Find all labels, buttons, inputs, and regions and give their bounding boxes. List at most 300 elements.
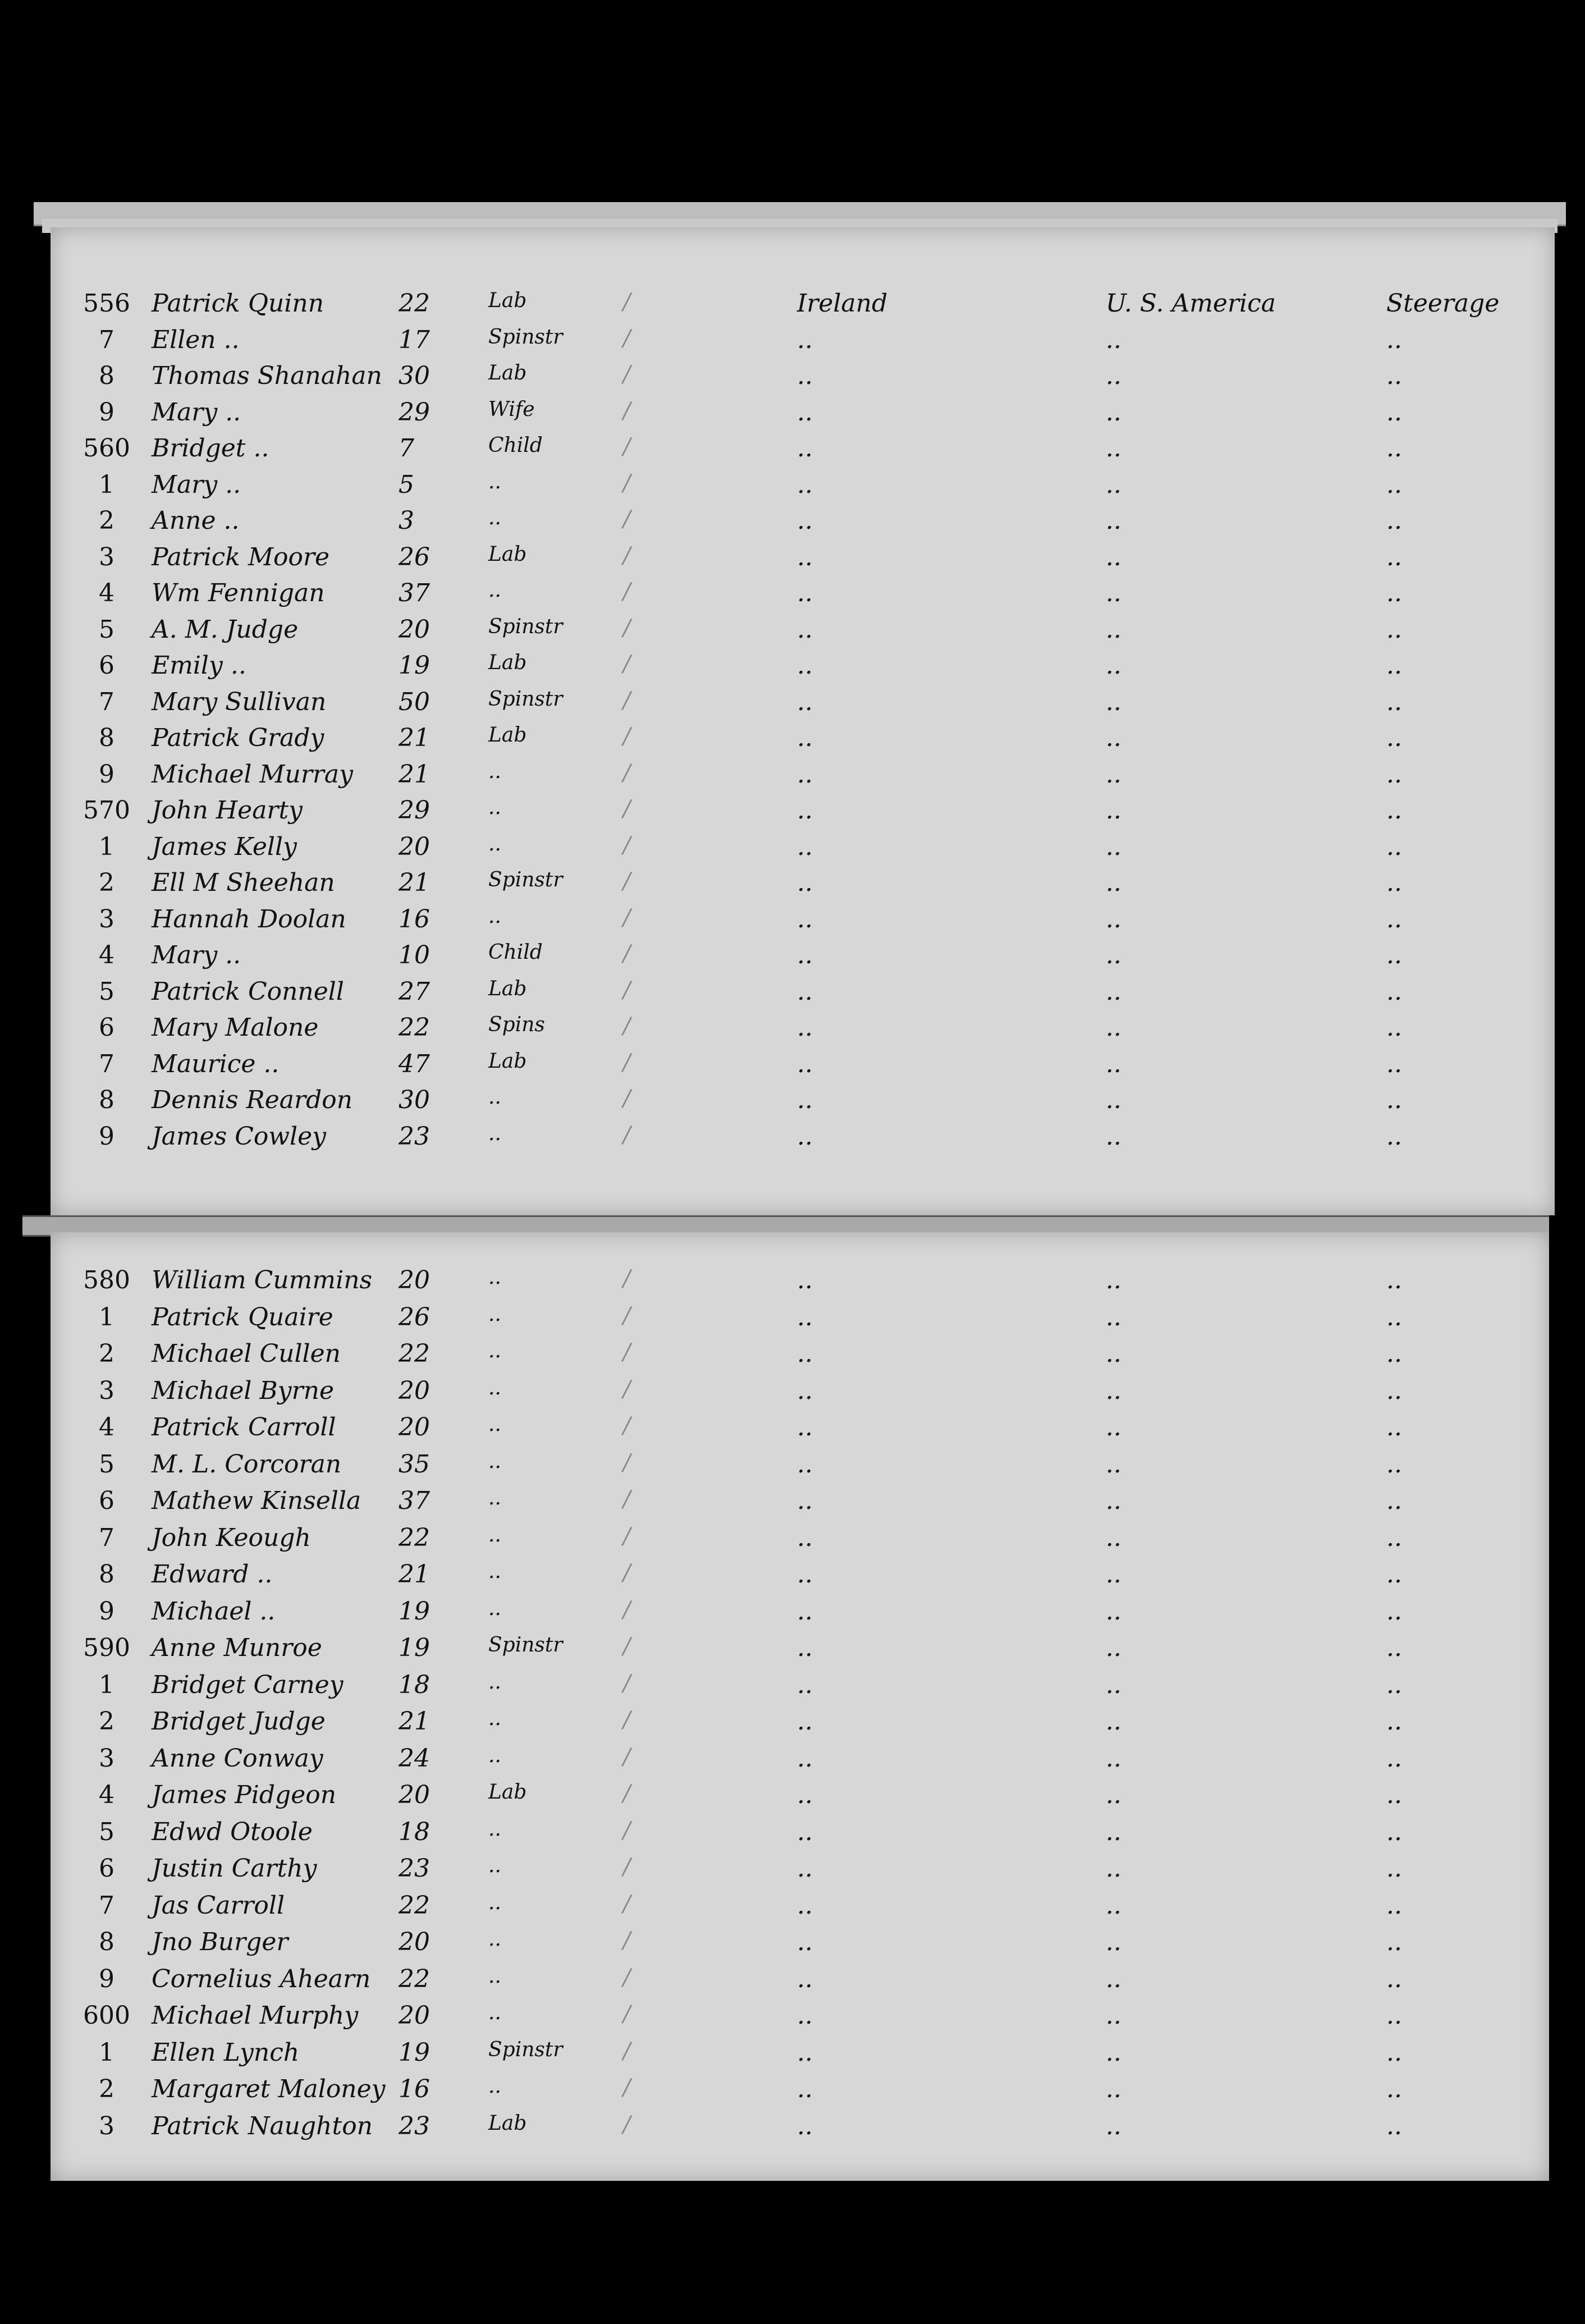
entry-number: 5 [99, 1817, 114, 1846]
passenger-name: Michael .. [152, 1596, 276, 1626]
country-of-origin: .. [797, 1964, 813, 1993]
passenger-occupation: .. [488, 470, 501, 493]
tally-mark: / [623, 904, 631, 931]
destination: .. [1106, 868, 1121, 897]
passenger-name: Emily .. [152, 651, 246, 680]
passenger-age: 20 [398, 2001, 430, 2030]
manifest-row [51, 1818, 1549, 1855]
destination: .. [1106, 1854, 1121, 1883]
passage-class: .. [1386, 796, 1402, 825]
tally-mark: / [623, 1122, 631, 1148]
entry-number: 2 [99, 1707, 114, 1736]
destination: .. [1106, 2038, 1121, 2067]
entry-number: 5 [99, 977, 114, 1006]
destination: .. [1106, 1302, 1121, 1332]
tally-mark: / [623, 1634, 631, 1659]
tally-mark: / [623, 362, 631, 387]
destination: .. [1106, 977, 1121, 1006]
passenger-name: Jas Carroll [152, 1891, 285, 1920]
passenger-age: 22 [398, 289, 430, 318]
entry-number: 8 [99, 362, 114, 390]
passage-class: .. [1386, 362, 1402, 390]
passage-class: .. [1386, 1596, 1402, 1626]
country-of-origin: .. [797, 832, 813, 861]
passenger-occupation: .. [488, 1449, 501, 1473]
country-of-origin: .. [797, 506, 813, 535]
country-of-origin: .. [797, 941, 813, 969]
passenger-age: 16 [398, 904, 430, 934]
passenger-age: 26 [398, 1302, 430, 1332]
passenger-age: 22 [398, 1523, 430, 1552]
manifest-row [51, 1122, 1555, 1159]
passenger-name: Michael Cullen [152, 1339, 341, 1368]
passage-class: .. [1386, 868, 1402, 897]
passage-class: .. [1386, 1670, 1402, 1699]
passenger-age: 19 [398, 651, 430, 680]
destination: .. [1106, 724, 1121, 752]
tally-mark: / [623, 724, 631, 749]
country-of-origin: .. [797, 1013, 813, 1042]
passenger-age: 5 [398, 470, 414, 499]
entry-number: 7 [99, 687, 114, 716]
passage-class: .. [1386, 1817, 1402, 1846]
manifest-row [51, 1560, 1549, 1597]
destination: .. [1106, 362, 1121, 390]
passenger-name: Hannah Doolan [152, 904, 346, 934]
passenger-name: William Cummins [152, 1266, 373, 1294]
ledger-page-top [51, 227, 1555, 1215]
passenger-name: Anne Munroe [152, 1634, 322, 1662]
entry-number: 5 [99, 1449, 114, 1479]
country-of-origin: .. [797, 760, 813, 789]
country-of-origin: Ireland [797, 289, 888, 318]
country-of-origin: .. [797, 2075, 813, 2103]
passenger-occupation: .. [488, 506, 501, 529]
manifest-row [51, 2112, 1549, 2149]
entry-number: 6 [99, 651, 114, 680]
country-of-origin: .. [797, 1781, 813, 1809]
country-of-origin: .. [797, 1854, 813, 1883]
destination: .. [1106, 2075, 1121, 2103]
passenger-age: 22 [398, 1339, 430, 1368]
passenger-occupation: .. [488, 2075, 501, 2098]
passenger-name: Dennis Reardon [152, 1086, 353, 1114]
passenger-age: 16 [398, 2075, 430, 2103]
manifest-row [51, 1339, 1549, 1376]
passenger-name: James Cowley [152, 1122, 326, 1151]
entry-number: 7 [99, 325, 114, 354]
manifest-row [51, 688, 1555, 725]
passenger-occupation: Child [488, 434, 543, 457]
country-of-origin: .. [797, 579, 813, 607]
passage-class: .. [1386, 470, 1402, 499]
passenger-occupation: .. [488, 832, 501, 856]
passenger-occupation: .. [488, 1817, 501, 1841]
passenger-age: 18 [398, 1670, 430, 1699]
country-of-origin: .. [797, 724, 813, 752]
manifest-row [51, 506, 1555, 543]
passenger-age: 20 [398, 1376, 430, 1405]
tally-mark: / [623, 687, 631, 713]
destination: .. [1106, 1964, 1121, 1993]
entry-number: 1 [99, 1302, 114, 1332]
manifest-row [51, 2038, 1549, 2075]
destination: .. [1106, 1486, 1121, 1515]
manifest-row [51, 1854, 1549, 1891]
entry-number: 7 [99, 1049, 114, 1078]
tally-mark: / [623, 1744, 631, 1770]
passenger-occupation: .. [488, 1670, 501, 1694]
manifest-row [51, 1413, 1549, 1450]
tally-mark: / [623, 977, 631, 1003]
passage-class: .. [1386, 1413, 1402, 1442]
tally-mark: / [623, 868, 631, 894]
passenger-occupation: .. [488, 1122, 501, 1145]
passage-class: .. [1386, 1049, 1402, 1078]
passage-class: .. [1386, 1707, 1402, 1736]
entry-number: 1 [99, 832, 114, 861]
entry-number: 2 [99, 1339, 114, 1368]
country-of-origin: .. [797, 868, 813, 897]
passenger-age: 27 [398, 977, 430, 1006]
passage-class: .. [1386, 2111, 1402, 2140]
country-of-origin: .. [797, 1486, 813, 1515]
passenger-occupation: Spinstr [488, 615, 563, 638]
destination: .. [1106, 1266, 1121, 1294]
passenger-name: A. M. Judge [152, 615, 299, 644]
country-of-origin: .. [797, 2001, 813, 2030]
passenger-occupation: Spins [488, 1013, 545, 1036]
country-of-origin: .. [797, 904, 813, 934]
passenger-age: 26 [398, 542, 430, 571]
passage-class: .. [1386, 579, 1402, 607]
passenger-name: Ellen Lynch [152, 2038, 300, 2067]
manifest-row [51, 1266, 1549, 1303]
passenger-occupation: .. [488, 1928, 501, 1951]
passenger-age: 17 [398, 325, 430, 354]
passenger-name: Michael Byrne [152, 1376, 335, 1405]
manifest-row [51, 326, 1555, 363]
country-of-origin: .. [797, 1707, 813, 1736]
passage-class: .. [1386, 1339, 1402, 1368]
manifest-row [51, 2075, 1549, 2112]
manifest-row [51, 1597, 1549, 1634]
passenger-age: 22 [398, 1891, 430, 1920]
passenger-name: Thomas Shanahan [152, 362, 382, 390]
passenger-name: Margaret Maloney [152, 2075, 386, 2103]
passenger-occupation: .. [488, 2001, 501, 2024]
tally-mark: / [623, 1781, 631, 1806]
destination: .. [1106, 542, 1121, 571]
entry-number: 1 [99, 2038, 114, 2067]
passage-class: .. [1386, 1560, 1402, 1589]
passage-class: .. [1386, 1266, 1402, 1294]
passenger-age: 20 [398, 1781, 430, 1809]
manifest-row [51, 434, 1555, 471]
entry-number: 4 [99, 579, 114, 607]
passenger-occupation: .. [488, 1854, 501, 1877]
entry-number: 8 [99, 1560, 114, 1589]
tally-mark: / [623, 325, 631, 351]
tally-mark: / [623, 1964, 631, 1991]
destination: .. [1106, 579, 1121, 607]
manifest-row [51, 832, 1555, 870]
country-of-origin: .. [797, 362, 813, 390]
entry-number: 3 [99, 542, 114, 571]
destination: .. [1106, 1086, 1121, 1114]
entry-number: 7 [99, 1523, 114, 1552]
passenger-name: Ellen .. [152, 325, 240, 354]
tally-mark: / [623, 2001, 631, 2027]
entry-number: 556 [83, 289, 130, 318]
tally-mark: / [623, 506, 631, 532]
passenger-occupation: .. [488, 1891, 501, 1914]
tally-mark: / [623, 1376, 631, 1402]
manifest-row [51, 1634, 1549, 1671]
tally-mark: / [623, 289, 631, 315]
manifest-row [51, 760, 1555, 797]
country-of-origin: .. [797, 434, 813, 463]
passenger-occupation: .. [488, 1486, 501, 1509]
manifest-row [51, 868, 1555, 905]
passenger-name: Michael Murphy [152, 2001, 359, 2030]
passenger-name: John Keough [152, 1523, 311, 1552]
manifest-row [51, 1524, 1549, 1561]
passage-class: .. [1386, 832, 1402, 861]
manifest-row [51, 615, 1555, 652]
destination: .. [1106, 1560, 1121, 1589]
entry-number: 5 [99, 615, 114, 644]
entry-number: 6 [99, 1486, 114, 1515]
manifest-row [51, 651, 1555, 688]
passenger-occupation: Spinstr [488, 325, 563, 349]
manifest-row [51, 398, 1555, 435]
passenger-occupation: .. [488, 1964, 501, 1988]
passenger-name: Mary .. [152, 397, 241, 427]
entry-number: 9 [99, 397, 114, 427]
passenger-name: Wm Fennigan [152, 579, 325, 607]
manifest-row [51, 1781, 1549, 1818]
passage-class: .. [1386, 1781, 1402, 1809]
country-of-origin: .. [797, 1122, 813, 1151]
tally-mark: / [623, 579, 631, 605]
country-of-origin: .. [797, 1449, 813, 1479]
passenger-occupation: .. [488, 1560, 501, 1583]
passenger-occupation: .. [488, 1086, 501, 1109]
passage-class: .. [1386, 434, 1402, 463]
country-of-origin: .. [797, 1817, 813, 1846]
destination: .. [1106, 615, 1121, 644]
passenger-name: Patrick Quaire [152, 1302, 333, 1332]
manifest-row [51, 1013, 1555, 1050]
passenger-age: 21 [398, 724, 430, 752]
entry-number: 560 [83, 434, 130, 463]
entry-number: 9 [99, 1122, 114, 1151]
entry-number: 4 [99, 941, 114, 969]
passenger-age: 24 [398, 1744, 430, 1773]
passage-class: .. [1386, 1854, 1402, 1883]
passage-class: .. [1386, 1449, 1402, 1479]
passenger-name: Patrick Grady [152, 724, 324, 752]
destination: .. [1106, 1049, 1121, 1078]
passage-class: .. [1386, 904, 1402, 934]
destination: .. [1106, 651, 1121, 680]
destination: .. [1106, 1928, 1121, 1956]
country-of-origin: .. [797, 1086, 813, 1114]
passenger-occupation: .. [488, 1596, 501, 1620]
manifest-row [51, 543, 1555, 580]
destination: .. [1106, 2111, 1121, 2140]
passenger-name: James Kelly [152, 832, 297, 861]
destination: .. [1106, 1376, 1121, 1405]
passenger-age: 47 [398, 1049, 430, 1078]
passenger-occupation: Lab [488, 1781, 527, 1804]
tally-mark: / [623, 1013, 631, 1039]
manifest-row [51, 1707, 1549, 1744]
country-of-origin: .. [797, 1413, 813, 1442]
passenger-occupation: Lab [488, 289, 527, 312]
manifest-row [51, 470, 1555, 507]
country-of-origin: .. [797, 977, 813, 1006]
passenger-name: Anne .. [152, 506, 240, 535]
tally-mark: / [623, 760, 631, 786]
tally-mark: / [623, 1928, 631, 1954]
country-of-origin: .. [797, 542, 813, 571]
destination: .. [1106, 1670, 1121, 1699]
passenger-age: 18 [398, 1817, 430, 1846]
destination: .. [1106, 325, 1121, 354]
passenger-age: 21 [398, 1707, 430, 1736]
country-of-origin: .. [797, 1928, 813, 1956]
tally-mark: / [623, 1266, 631, 1292]
passage-class: .. [1386, 325, 1402, 354]
country-of-origin: .. [797, 1302, 813, 1332]
tally-mark: / [623, 1449, 631, 1476]
tally-mark: / [623, 941, 631, 967]
entry-number: 3 [99, 1376, 114, 1405]
tally-mark: / [623, 1707, 631, 1733]
passenger-age: 3 [398, 506, 414, 535]
passage-class: .. [1386, 1086, 1402, 1114]
manifest-row [51, 941, 1555, 978]
entry-number: 9 [99, 1596, 114, 1626]
passenger-occupation: Lab [488, 362, 527, 385]
entry-number: 590 [83, 1634, 130, 1662]
entry-number: 8 [99, 724, 114, 752]
destination: .. [1106, 1891, 1121, 1920]
tally-mark: / [623, 1891, 631, 1917]
country-of-origin: .. [797, 1266, 813, 1294]
passenger-age: 19 [398, 2038, 430, 2067]
passenger-age: 30 [398, 1086, 430, 1114]
manifest-row [51, 1050, 1555, 1087]
country-of-origin: .. [797, 1339, 813, 1368]
passage-class: .. [1386, 941, 1402, 969]
country-of-origin: .. [797, 1560, 813, 1589]
passage-class: .. [1386, 1486, 1402, 1515]
entry-number: 1 [99, 1670, 114, 1699]
tally-mark: / [623, 2075, 631, 2101]
tally-mark: / [623, 470, 631, 496]
destination: U. S. America [1106, 289, 1276, 318]
country-of-origin: .. [797, 1523, 813, 1552]
destination: .. [1106, 1013, 1121, 1042]
country-of-origin: .. [797, 1049, 813, 1078]
tally-mark: / [623, 1560, 631, 1586]
destination: .. [1106, 1781, 1121, 1809]
entry-number: 6 [99, 1854, 114, 1883]
passenger-age: 29 [398, 397, 430, 427]
destination: .. [1106, 760, 1121, 789]
passenger-occupation: Spinstr [488, 2038, 563, 2061]
passenger-name: M. L. Corcoran [152, 1449, 342, 1479]
passenger-name: Patrick Naughton [152, 2111, 373, 2140]
passenger-name: Cornelius Ahearn [152, 1964, 371, 1993]
tally-mark: / [623, 1413, 631, 1439]
manifest-row [51, 289, 1555, 326]
passenger-age: 20 [398, 615, 430, 644]
passage-class: .. [1386, 760, 1402, 789]
destination: .. [1106, 1122, 1121, 1151]
destination: .. [1106, 1634, 1121, 1662]
tally-mark: / [623, 1817, 631, 1843]
destination: .. [1106, 397, 1121, 427]
destination: .. [1106, 1817, 1121, 1846]
passenger-name: James Pidgeon [152, 1781, 337, 1809]
passenger-occupation: .. [488, 796, 501, 819]
destination: .. [1106, 687, 1121, 716]
manifest-row [51, 1744, 1549, 1781]
passenger-age: 23 [398, 2111, 430, 2140]
passenger-age: 35 [398, 1449, 430, 1479]
passage-class: .. [1386, 2075, 1402, 2103]
passenger-name: Edward .. [152, 1560, 273, 1589]
destination: .. [1106, 470, 1121, 499]
manifest-row [51, 1486, 1549, 1524]
passenger-occupation: .. [488, 579, 501, 602]
destination: .. [1106, 1744, 1121, 1773]
passenger-occupation: .. [488, 1413, 501, 1436]
entry-number: 7 [99, 1891, 114, 1920]
manifest-row [51, 796, 1555, 833]
manifest-row [51, 1450, 1549, 1487]
passenger-age: 21 [398, 868, 430, 897]
passenger-occupation: .. [488, 904, 501, 928]
manifest-row [51, 1965, 1549, 2002]
tally-mark: / [623, 397, 631, 424]
passage-class: .. [1386, 687, 1402, 716]
passenger-age: 23 [398, 1854, 430, 1883]
passenger-age: 20 [398, 832, 430, 861]
country-of-origin: .. [797, 397, 813, 427]
country-of-origin: .. [797, 1891, 813, 1920]
passenger-name: Mary .. [152, 941, 241, 969]
passage-class: .. [1386, 506, 1402, 535]
passenger-name: Edwd Otoole [152, 1817, 313, 1846]
entry-number: 600 [83, 2001, 130, 2030]
entry-number: 3 [99, 1744, 114, 1773]
entry-number: 1 [99, 470, 114, 499]
tally-mark: / [623, 1049, 631, 1076]
passenger-age: 50 [398, 687, 430, 716]
entry-number: 2 [99, 2075, 114, 2103]
passenger-occupation: Lab [488, 2111, 527, 2135]
destination: .. [1106, 796, 1121, 825]
tally-mark: / [623, 542, 631, 569]
passenger-age: 19 [398, 1634, 430, 1662]
passenger-occupation: .. [488, 1707, 501, 1730]
entry-number: 3 [99, 2111, 114, 2140]
